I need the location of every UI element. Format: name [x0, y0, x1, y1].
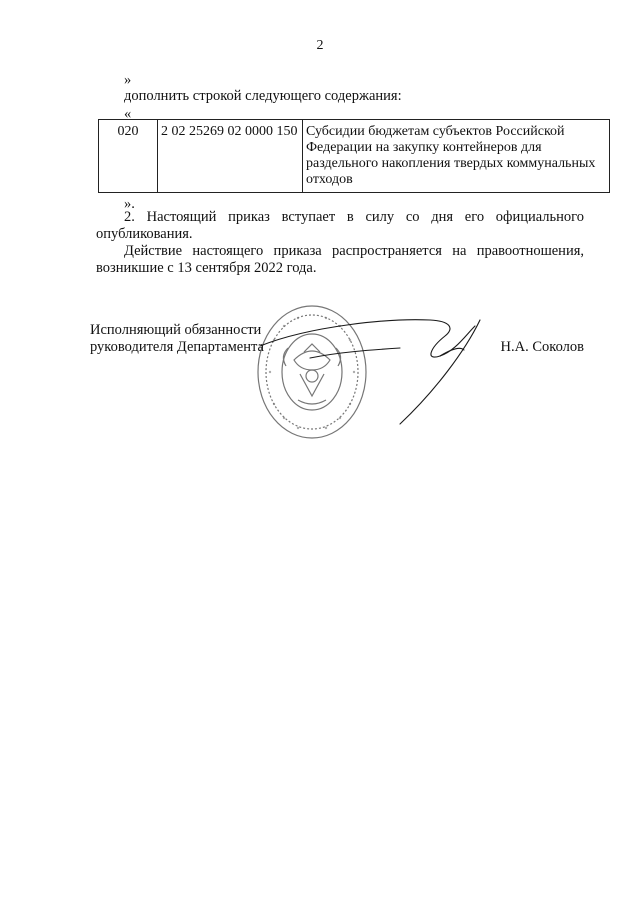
signatory-name: Н.А. Соколов — [500, 339, 584, 355]
table-row — [99, 120, 610, 193]
paragraph-line: Действие настоящего приказа распространяется на правоотношения, — [124, 243, 584, 259]
paragraph-effective-date — [96, 209, 584, 242]
page-number: 2 — [316, 38, 324, 53]
paragraph-applicability — [96, 243, 584, 276]
description-cell — [303, 120, 610, 193]
signatory-role-line: Исполняющий обязанности — [90, 322, 262, 338]
description-line: Федерации на закупку контейнеров для — [306, 140, 542, 155]
description-line: раздельного накопления твердых коммунальных — [306, 156, 596, 171]
signatory-role — [90, 322, 264, 356]
signatory-role-line: руководителя Департамента — [90, 339, 264, 355]
intro-text: дополнить строкой следующего содержания: — [124, 88, 402, 104]
description-line: отходов — [306, 172, 353, 187]
paragraph-line: возникшие с 13 сентября 2022 года. — [96, 259, 317, 276]
paragraph-line: опубликования. — [96, 225, 193, 242]
paragraph-line: 2. Настоящий приказ вступает в силу со дня его официального — [124, 209, 584, 225]
quote-open-mark: « — [124, 106, 132, 122]
description-line: Субсидии бюджетам субъектов Российской — [306, 124, 565, 139]
kbk-cell: 2 02 25269 02 0000 150 — [158, 120, 303, 193]
handwritten-signature-icon — [250, 306, 500, 426]
code-cell: 020 — [99, 120, 158, 193]
inserted-row-table — [98, 119, 610, 193]
quote-close-mark: » — [124, 72, 132, 88]
closing-quote: ». — [124, 196, 135, 212]
